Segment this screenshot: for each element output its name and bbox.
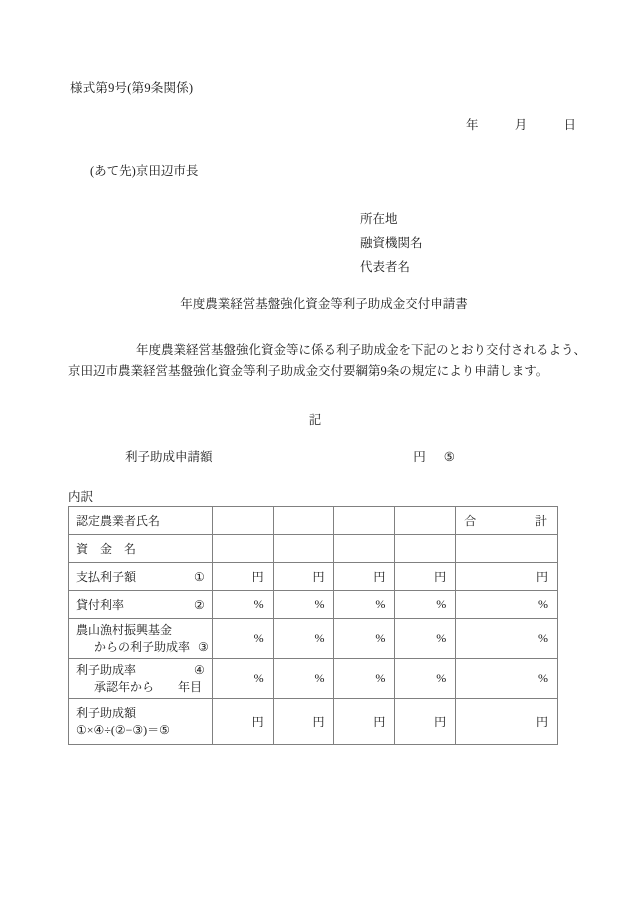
table-row (69, 507, 558, 535)
row-mark-number: ③ (198, 639, 209, 654)
row-label-cell (69, 659, 213, 699)
row-sublabel-text: からの利子助成率 (94, 639, 191, 654)
applicant-info-block (360, 207, 423, 279)
total-cell[interactable]: 円 (456, 699, 558, 745)
application-amount-line (125, 447, 455, 465)
data-cell[interactable] (212, 535, 273, 563)
data-cell[interactable]: % (212, 591, 273, 619)
row-label-text (76, 568, 205, 585)
total-column-header (456, 507, 558, 535)
application-amount-mark: ⑤ (443, 450, 455, 464)
row-label-text (76, 596, 205, 613)
row-label-text (76, 705, 205, 739)
data-cell[interactable]: % (273, 659, 334, 699)
date-line (0, 115, 576, 133)
total-header-text (463, 512, 548, 529)
row-mark-number: ② (193, 598, 205, 612)
row-label-cell (69, 591, 213, 619)
data-cell[interactable] (395, 535, 456, 563)
date-year-label: 年 (465, 118, 479, 132)
table-row (69, 659, 558, 699)
data-cell[interactable]: 円 (395, 563, 456, 591)
row-label-cell (69, 699, 213, 745)
row-label-main: 支払利子額 (76, 570, 137, 584)
table-row (69, 591, 558, 619)
table-row (69, 563, 558, 591)
breakdown-table (68, 506, 558, 745)
data-cell[interactable] (334, 507, 395, 535)
data-cell[interactable]: % (334, 591, 395, 619)
total-header-right: 計 (534, 514, 547, 528)
table-row (69, 535, 558, 563)
row-label-main: 利子助成額 (76, 705, 137, 720)
row-label-line-1 (76, 622, 205, 639)
data-cell[interactable]: % (395, 659, 456, 699)
total-header-left: 合 (464, 514, 477, 528)
total-cell[interactable]: 円 (456, 563, 558, 591)
data-cell[interactable]: 円 (273, 563, 334, 591)
data-cell[interactable]: 円 (273, 699, 334, 745)
ki-marker: 記 (308, 413, 322, 427)
table-row (69, 699, 558, 745)
row-label-main: 資 金 名 (76, 542, 137, 556)
data-cell[interactable]: 円 (212, 699, 273, 745)
row-label-main: 利子助成率 (76, 662, 137, 677)
data-cell[interactable]: 円 (334, 563, 395, 591)
row-label-cell (69, 507, 213, 535)
data-cell[interactable]: % (212, 619, 273, 659)
row-label-main: 貸付利率 (76, 598, 125, 612)
data-cell[interactable] (334, 535, 395, 563)
data-cell[interactable]: % (273, 619, 334, 659)
row-label-text (76, 512, 205, 529)
row-label-text (76, 540, 205, 557)
data-cell[interactable]: % (334, 619, 395, 659)
row-label-main: 認定農業者氏名 (76, 514, 161, 528)
data-cell[interactable] (273, 535, 334, 563)
data-cell[interactable]: % (212, 659, 273, 699)
breakdown-label: 内訳 (68, 490, 94, 504)
applicant-field-location: 所在地 (360, 212, 398, 226)
data-cell[interactable]: % (395, 591, 456, 619)
date-day-label: 日 (563, 118, 576, 132)
total-cell[interactable] (456, 535, 558, 563)
body-paragraph (68, 340, 587, 382)
row-mark-number: ① (193, 570, 205, 584)
table-row (69, 619, 558, 659)
data-cell[interactable]: % (334, 659, 395, 699)
data-cell[interactable]: 円 (212, 563, 273, 591)
row-label-line-2 (76, 639, 209, 656)
data-cell[interactable] (395, 507, 456, 535)
row-label-line-2: ①×④÷(②−③)＝⑤ (76, 722, 170, 737)
row-label-cell (69, 619, 213, 659)
form-number: 様式第9号(第9条関係) (70, 81, 194, 95)
row-label-cell (69, 563, 213, 591)
applicant-field-representative: 代表者名 (360, 260, 411, 274)
row-label-cell (69, 535, 213, 563)
data-cell[interactable]: % (395, 619, 456, 659)
application-amount-label: 利子助成申請額 (125, 450, 213, 464)
data-cell[interactable] (212, 507, 273, 535)
body-line-2: 京田辺市農業経営基盤強化資金等利子助成金交付要綱第9条の規定により申請します。 (68, 364, 549, 378)
applicant-field-institution: 融資機関名 (360, 236, 423, 250)
data-cell[interactable]: % (273, 591, 334, 619)
total-cell[interactable]: % (456, 619, 558, 659)
total-cell[interactable]: % (456, 659, 558, 699)
row-label-main: 農山漁村振興基金 (76, 622, 173, 637)
page-title: 年度農業経営基盤強化資金等利子助成金交付申請書 (180, 297, 468, 311)
data-cell[interactable]: 円 (334, 699, 395, 745)
row-mark-number: ④ (193, 662, 205, 677)
row-label-line-2: 承認年から 年目 (94, 679, 203, 694)
row-label-text (76, 662, 205, 696)
addressee-line: (あて先)京田辺市長 (90, 164, 199, 178)
total-cell[interactable]: % (456, 591, 558, 619)
row-label-line-1 (76, 705, 205, 722)
data-cell[interactable]: 円 (395, 699, 456, 745)
application-amount-unit: 円 (413, 450, 426, 464)
date-month-label: 月 (514, 118, 528, 132)
data-cell[interactable] (273, 507, 334, 535)
row-label-line-1 (76, 662, 205, 679)
row-label-text (76, 622, 209, 656)
body-line-1: 年度農業経営基盤強化資金等に係る利子助成金を下記のとおり交付されるよう、 (136, 343, 587, 357)
breakdown-table-body (69, 507, 558, 745)
